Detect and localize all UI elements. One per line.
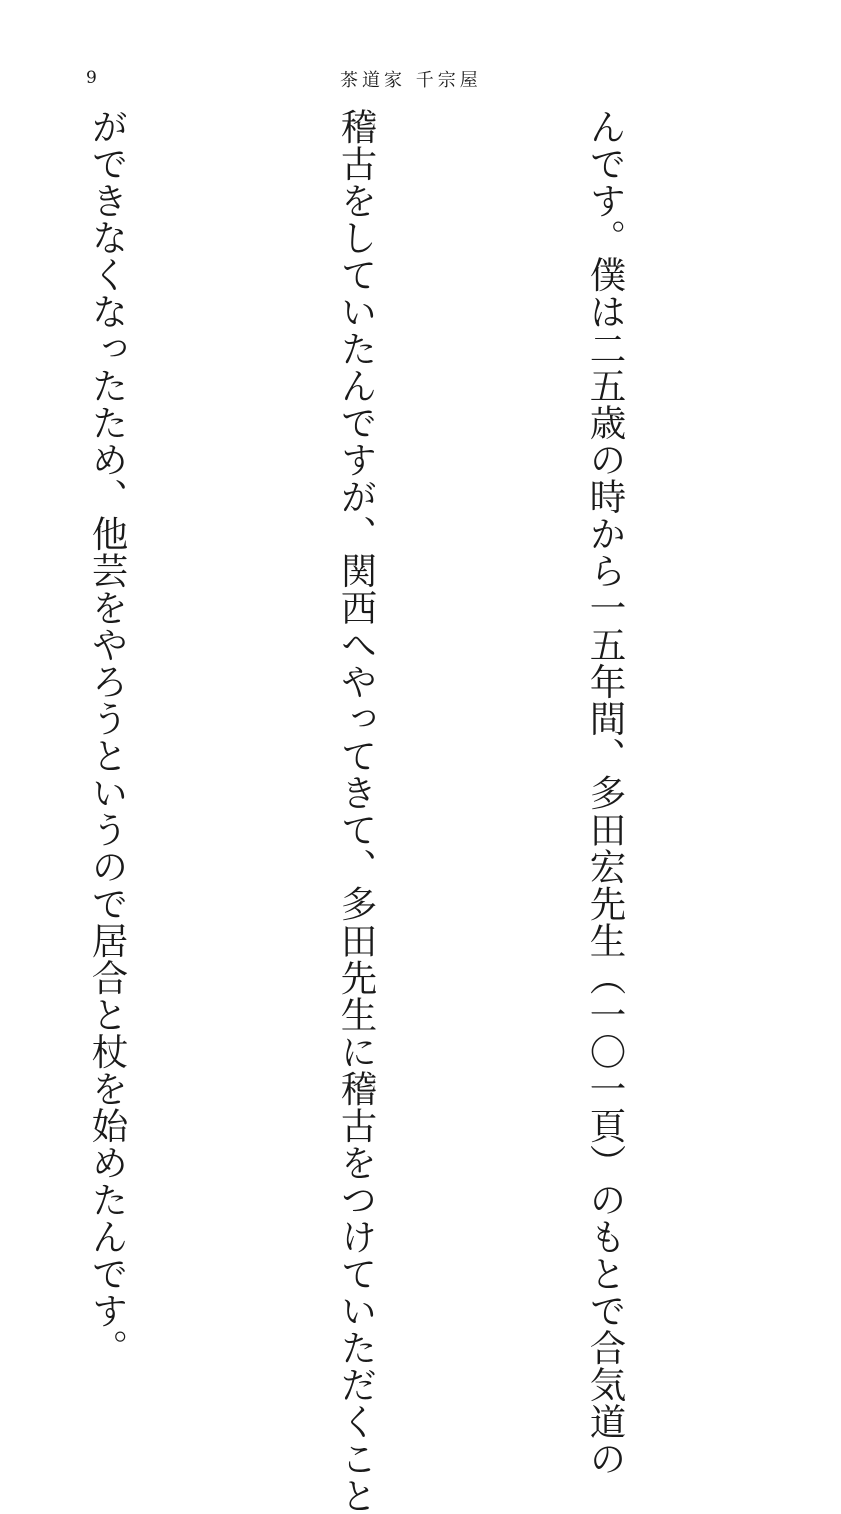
column-text: んです。僕は二五歳の時から一五年間、多田宏先生（一〇一頁）のもとで合気道の: [584, 108, 627, 1477]
body-text: [23, 108, 813, 1514]
column-text: ができなくなったため、他芸をやろうというので居合と杖を始めたんです。: [86, 108, 129, 1366]
text-column: [315, 108, 398, 1514]
running-title: 茶道家 千宗屋: [340, 70, 482, 91]
page-number: 9: [86, 68, 97, 88]
text-column: [66, 108, 149, 1366]
column-text: 稽古をしていたんですが、関西へやってきて、多田先生に稽古をつけていただくこと: [335, 108, 378, 1514]
text-column: [564, 108, 647, 1477]
